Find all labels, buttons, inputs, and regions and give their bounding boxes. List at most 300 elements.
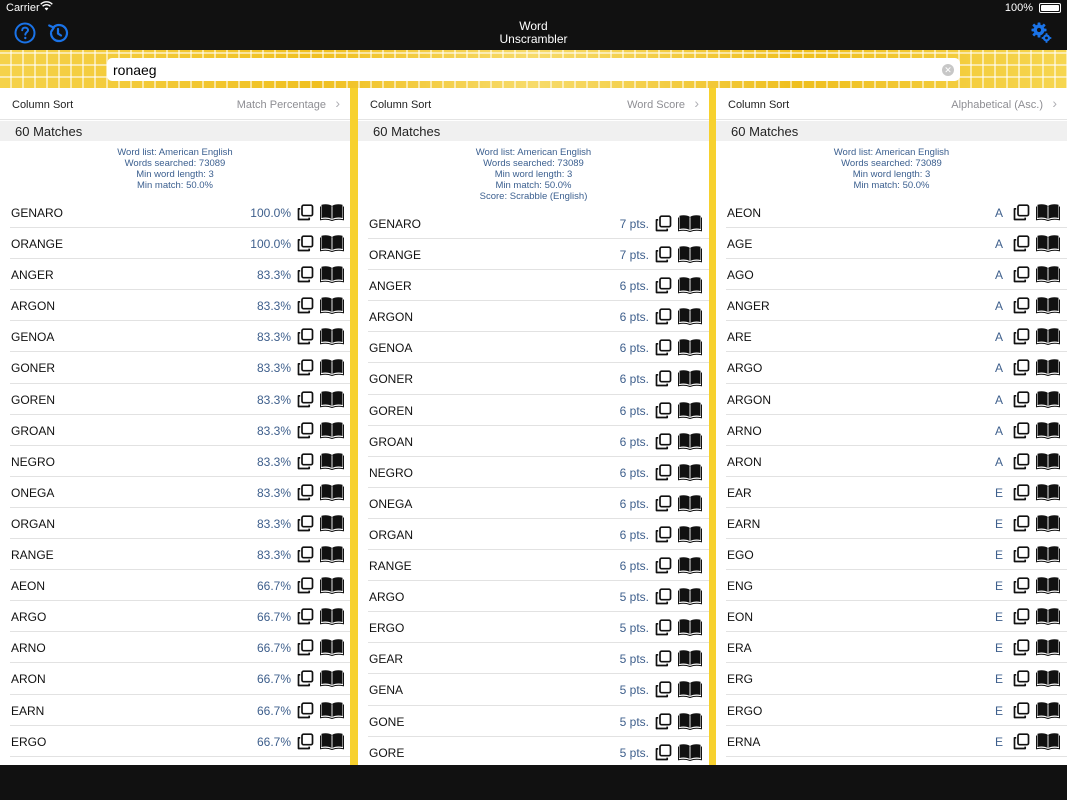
result-word: ERGO (369, 621, 405, 636)
result-word: GONE (369, 714, 405, 729)
list-item[interactable] (10, 321, 350, 352)
copy-icon[interactable] (1013, 359, 1030, 376)
list-item[interactable] (368, 519, 709, 550)
book-icon[interactable] (1036, 358, 1060, 376)
list-item[interactable] (726, 197, 1067, 228)
result-word: GROAN (11, 423, 56, 438)
page-title (0, 20, 1067, 46)
clear-search-icon[interactable]: ✕ (942, 64, 954, 76)
copy-icon[interactable] (655, 619, 672, 636)
matches-count-bar (358, 121, 709, 141)
list-item[interactable] (10, 663, 350, 694)
list-item[interactable] (10, 415, 350, 446)
results-columns (0, 88, 1067, 765)
book-icon[interactable] (678, 556, 702, 574)
book-icon[interactable] (320, 265, 344, 283)
result-value: 6 pts. (619, 372, 649, 387)
copy-icon[interactable] (1013, 235, 1030, 252)
search-box (107, 58, 960, 81)
list-item[interactable] (368, 239, 709, 270)
result-word: NEGRO (11, 454, 56, 469)
list-item[interactable] (726, 663, 1067, 694)
book-icon[interactable] (1036, 483, 1060, 501)
result-word: GEAR (369, 652, 404, 667)
copy-icon[interactable] (655, 557, 672, 574)
book-icon[interactable] (1036, 638, 1060, 656)
book-icon[interactable] (320, 514, 344, 532)
copy-icon[interactable] (655, 650, 672, 667)
result-word: ERG (727, 672, 754, 687)
result-value: 5 pts. (619, 683, 649, 698)
result-word: ARGON (727, 392, 772, 407)
book-icon[interactable] (320, 669, 344, 687)
result-word: ANGER (11, 268, 54, 283)
result-value: A (994, 299, 1003, 314)
result-value: 66.7% (256, 641, 291, 656)
result-value: 83.3% (256, 548, 291, 563)
copy-icon[interactable] (297, 670, 314, 687)
copy-icon[interactable] (297, 577, 314, 594)
book-icon[interactable] (320, 607, 344, 625)
column-sort-selector[interactable] (358, 88, 709, 120)
book-icon[interactable] (1036, 607, 1060, 625)
search-info (716, 147, 1067, 191)
list-item[interactable] (368, 674, 709, 705)
copy-icon[interactable] (1013, 391, 1030, 408)
column-sort-value: Match Percentage (236, 99, 326, 111)
search-info-line: Min word length: 3 (494, 169, 573, 180)
search-info-line: Min match: 50.0% (853, 180, 930, 191)
copy-icon[interactable] (297, 608, 314, 625)
matches-count-bar (0, 121, 350, 141)
book-icon[interactable] (320, 452, 344, 470)
copy-icon[interactable] (297, 328, 314, 345)
copy-icon[interactable] (655, 713, 672, 730)
list-item[interactable] (726, 415, 1067, 446)
result-value: 5 pts. (619, 652, 649, 667)
copy-icon[interactable] (1013, 453, 1030, 470)
copy-icon[interactable] (655, 277, 672, 294)
search-info-line: Min word length: 3 (852, 169, 931, 180)
book-icon[interactable] (678, 680, 702, 698)
result-value: 83.3% (256, 516, 291, 531)
result-value: 66.7% (256, 579, 291, 594)
result-value: 6 pts. (619, 465, 649, 480)
result-value: 5 pts. (619, 590, 649, 605)
navigation-bar (0, 16, 1067, 50)
list-item[interactable] (368, 488, 709, 519)
list-item[interactable] (368, 395, 709, 426)
column-sort-selector[interactable] (0, 88, 350, 120)
book-icon[interactable] (1036, 265, 1060, 283)
book-icon[interactable] (678, 494, 702, 512)
book-icon[interactable] (1036, 732, 1060, 750)
list-item[interactable] (10, 228, 350, 259)
column-sort-value: Word Score (627, 99, 685, 111)
copy-icon[interactable] (655, 339, 672, 356)
results-list (0, 197, 350, 757)
book-icon[interactable] (1036, 203, 1060, 221)
result-word: ARE (727, 330, 752, 345)
list-item[interactable] (368, 706, 709, 737)
copy-icon[interactable] (1013, 515, 1030, 532)
result-word: EARN (727, 516, 761, 531)
result-value: A (994, 237, 1003, 252)
result-value: 83.3% (256, 485, 291, 500)
result-word: NEGRO (369, 465, 414, 480)
list-item[interactable] (726, 508, 1067, 539)
result-word: GONER (369, 372, 414, 387)
result-word: ARON (11, 672, 46, 687)
list-item[interactable] (368, 737, 709, 765)
copy-icon[interactable] (1013, 670, 1030, 687)
book-icon[interactable] (320, 638, 344, 656)
list-item[interactable] (726, 539, 1067, 570)
book-icon[interactable] (320, 483, 344, 501)
result-word: AEON (727, 206, 762, 220)
list-item[interactable] (368, 332, 709, 363)
list-item[interactable] (726, 321, 1067, 352)
list-item[interactable] (726, 352, 1067, 383)
copy-icon[interactable] (1013, 266, 1030, 283)
copy-icon[interactable] (1013, 546, 1030, 563)
book-icon[interactable] (320, 203, 344, 221)
copy-icon[interactable] (1013, 608, 1030, 625)
copy-icon[interactable] (1013, 328, 1030, 345)
result-value: 6 pts. (619, 559, 649, 574)
result-word: GENARO (369, 217, 422, 231)
copy-icon[interactable] (297, 733, 314, 750)
list-item[interactable] (368, 581, 709, 612)
search-info-line: Min word length: 3 (136, 169, 214, 180)
list-item[interactable] (10, 508, 350, 539)
book-icon[interactable] (1036, 669, 1060, 687)
chevron-right-icon: › (1052, 95, 1057, 111)
results-list (358, 208, 709, 765)
result-word: GENA (369, 683, 404, 698)
list-item[interactable] (368, 270, 709, 301)
result-value: 5 pts. (619, 745, 649, 760)
list-item[interactable] (10, 601, 350, 632)
result-value: 83.3% (256, 423, 291, 438)
chevron-right-icon: › (694, 95, 699, 111)
copy-icon[interactable] (655, 464, 672, 481)
list-item[interactable] (10, 446, 350, 477)
result-value: 83.3% (256, 392, 291, 407)
book-icon[interactable] (1036, 296, 1060, 314)
result-value: A (994, 423, 1003, 438)
column-sort-label: Column Sort (370, 99, 432, 111)
result-value: A (994, 454, 1003, 469)
book-icon[interactable] (678, 307, 702, 325)
result-word: EARN (11, 703, 45, 718)
search-info-line: Min match: 50.0% (136, 180, 214, 191)
copy-icon[interactable] (655, 215, 672, 232)
copy-icon[interactable] (297, 297, 314, 314)
result-word: ORGAN (11, 516, 56, 531)
book-icon[interactable] (320, 701, 344, 719)
list-item[interactable] (368, 208, 709, 239)
copy-icon[interactable] (655, 588, 672, 605)
copy-icon[interactable] (297, 204, 314, 221)
book-icon[interactable] (1036, 701, 1060, 719)
result-word: ARNO (727, 423, 762, 438)
search-info-line: Word list: American English (833, 147, 950, 158)
search-band (0, 50, 1067, 88)
result-value: A (994, 206, 1003, 220)
matches-count-bar (716, 121, 1067, 141)
list-item[interactable] (368, 612, 709, 643)
list-item[interactable] (368, 643, 709, 674)
list-item[interactable] (10, 726, 350, 757)
book-icon[interactable] (1036, 514, 1060, 532)
book-icon[interactable] (678, 618, 702, 636)
result-value: 66.7% (256, 610, 291, 625)
search-info-line: Words searched: 73089 (483, 158, 584, 169)
book-icon[interactable] (320, 296, 344, 314)
result-value: 100.0% (250, 237, 291, 252)
result-value: 7 pts. (619, 248, 649, 263)
book-icon[interactable] (320, 390, 344, 408)
status-bar (0, 0, 1067, 16)
gear-icon (1029, 21, 1053, 45)
result-value: E (994, 485, 1003, 500)
book-icon[interactable] (678, 649, 702, 667)
copy-icon[interactable] (297, 639, 314, 656)
result-value: E (994, 703, 1003, 718)
result-value: 6 pts. (619, 341, 649, 356)
copy-icon[interactable] (655, 495, 672, 512)
copy-icon[interactable] (655, 246, 672, 263)
book-icon[interactable] (678, 587, 702, 605)
copy-icon[interactable] (297, 391, 314, 408)
matches-count: 60 Matches (731, 124, 799, 139)
result-word: EON (727, 610, 754, 625)
list-item[interactable] (726, 570, 1067, 601)
copy-icon[interactable] (1013, 639, 1030, 656)
book-icon[interactable] (678, 214, 702, 232)
result-word: ONEGA (11, 485, 55, 500)
result-word: ARGON (11, 299, 56, 314)
result-word: ERNA (727, 734, 761, 749)
settings-button[interactable] (1029, 21, 1053, 45)
copy-icon[interactable] (655, 433, 672, 450)
result-word: GENOA (11, 330, 55, 345)
book-icon[interactable] (678, 463, 702, 481)
result-word: EAR (727, 485, 752, 500)
battery-icon (1039, 3, 1061, 13)
result-value: A (994, 330, 1003, 345)
result-word: ARGO (369, 590, 405, 605)
result-value: 100.0% (250, 206, 291, 220)
copy-icon[interactable] (1013, 733, 1030, 750)
title-line-word: Word (519, 19, 548, 33)
copy-icon[interactable] (1013, 204, 1030, 221)
search-info-line: Score: Scrabble (English) (479, 191, 588, 202)
result-word: GOREN (11, 392, 56, 407)
list-item[interactable] (726, 695, 1067, 726)
result-word: ANGER (369, 279, 412, 294)
copy-icon[interactable] (1013, 484, 1030, 501)
battery-percentage: 100% (1004, 2, 1033, 14)
search-info-line: Words searched: 73089 (124, 158, 226, 169)
book-icon[interactable] (1036, 390, 1060, 408)
result-word: GONER (11, 361, 56, 376)
list-item[interactable] (726, 477, 1067, 508)
copy-icon[interactable] (1013, 297, 1030, 314)
result-word: ERA (727, 641, 752, 656)
book-icon[interactable] (1036, 545, 1060, 563)
list-item[interactable] (726, 726, 1067, 757)
result-word: GROAN (369, 434, 414, 449)
result-word: ARNO (11, 641, 46, 656)
results-list (716, 197, 1067, 757)
list-item[interactable] (726, 601, 1067, 632)
result-value: 66.7% (256, 703, 291, 718)
result-word: ARGO (11, 610, 47, 625)
result-value: 83.3% (256, 454, 291, 469)
book-icon[interactable] (320, 327, 344, 345)
results-column-word-score (358, 88, 709, 765)
result-value: 66.7% (256, 734, 291, 749)
list-item[interactable] (10, 632, 350, 663)
copy-icon[interactable] (1013, 577, 1030, 594)
column-sort-label: Column Sort (728, 99, 790, 111)
list-item[interactable] (368, 301, 709, 332)
copy-icon[interactable] (297, 546, 314, 563)
result-value: E (994, 579, 1003, 594)
copy-icon[interactable] (297, 359, 314, 376)
copy-icon[interactable] (1013, 702, 1030, 719)
list-item[interactable] (726, 259, 1067, 290)
result-value: 83.3% (256, 330, 291, 345)
copy-icon[interactable] (297, 266, 314, 283)
result-value: 6 pts. (619, 279, 649, 294)
book-icon[interactable] (678, 401, 702, 419)
book-icon[interactable] (678, 245, 702, 263)
list-item[interactable] (726, 446, 1067, 477)
book-icon[interactable] (678, 525, 702, 543)
copy-icon[interactable] (655, 526, 672, 543)
list-item[interactable] (368, 457, 709, 488)
result-word: GENARO (11, 206, 64, 220)
book-icon[interactable] (320, 576, 344, 594)
list-item[interactable] (726, 290, 1067, 321)
book-icon[interactable] (678, 712, 702, 730)
copy-icon[interactable] (297, 235, 314, 252)
list-item[interactable] (368, 426, 709, 457)
search-info-line: Min match: 50.0% (495, 180, 572, 191)
result-word: ARGON (369, 310, 414, 325)
result-value: 6 pts. (619, 310, 649, 325)
result-word: ARGO (727, 361, 763, 376)
results-column-alphabetical (716, 88, 1067, 765)
book-icon[interactable] (678, 369, 702, 387)
book-icon[interactable] (1036, 421, 1060, 439)
list-item[interactable] (726, 228, 1067, 259)
list-item[interactable] (10, 695, 350, 726)
copy-icon[interactable] (655, 744, 672, 761)
result-value: A (994, 268, 1003, 283)
book-icon[interactable] (1036, 576, 1060, 594)
list-item[interactable] (10, 570, 350, 601)
chevron-right-icon: › (335, 95, 340, 111)
result-word: ERGO (727, 703, 763, 718)
result-value: 6 pts. (619, 496, 649, 511)
result-value: E (994, 516, 1003, 531)
book-icon[interactable] (320, 234, 344, 252)
carrier-label: Carrier (6, 2, 40, 14)
book-icon[interactable] (678, 276, 702, 294)
search-info-line: Word list: American English (117, 147, 233, 158)
book-icon[interactable] (678, 743, 702, 761)
book-icon[interactable] (678, 432, 702, 450)
result-word: AEON (11, 579, 46, 594)
book-icon[interactable] (320, 358, 344, 376)
book-icon[interactable] (678, 338, 702, 356)
result-word: ORANGE (11, 237, 64, 252)
list-item[interactable] (10, 384, 350, 415)
list-item[interactable] (10, 539, 350, 570)
result-word: GENOA (369, 341, 413, 356)
list-item[interactable] (10, 290, 350, 321)
column-sort-value: Alphabetical (Asc.) (951, 99, 1043, 111)
book-icon[interactable] (320, 732, 344, 750)
book-icon[interactable] (320, 545, 344, 563)
search-info (358, 147, 709, 202)
copy-icon[interactable] (297, 422, 314, 439)
result-value: 66.7% (256, 672, 291, 687)
copy-icon[interactable] (297, 515, 314, 532)
wifi-icon (40, 1, 53, 14)
result-word: ONEGA (369, 496, 413, 511)
result-word: ANGER (727, 299, 770, 314)
copy-icon[interactable] (655, 681, 672, 698)
book-icon[interactable] (320, 421, 344, 439)
copy-icon[interactable] (655, 402, 672, 419)
result-value: E (994, 672, 1003, 687)
list-item[interactable] (10, 477, 350, 508)
search-info (0, 147, 350, 191)
book-icon[interactable] (1036, 234, 1060, 252)
copy-icon[interactable] (655, 308, 672, 325)
result-word: ORANGE (369, 248, 422, 263)
list-item[interactable] (368, 363, 709, 394)
book-icon[interactable] (1036, 327, 1060, 345)
result-word: ORGAN (369, 527, 414, 542)
list-item[interactable] (10, 352, 350, 383)
list-item[interactable] (10, 197, 350, 228)
list-item[interactable] (726, 632, 1067, 663)
results-column-match-percentage (0, 88, 350, 765)
result-value: 6 pts. (619, 434, 649, 449)
copy-icon[interactable] (297, 484, 314, 501)
matches-count: 60 Matches (15, 124, 83, 139)
result-value: E (994, 548, 1003, 563)
column-sort-selector[interactable] (716, 88, 1067, 120)
copy-icon[interactable] (297, 702, 314, 719)
copy-icon[interactable] (655, 370, 672, 387)
copy-icon[interactable] (297, 453, 314, 470)
search-input[interactable] (113, 60, 933, 79)
result-word: AGO (727, 268, 754, 283)
list-item[interactable] (368, 550, 709, 581)
book-icon[interactable] (1036, 452, 1060, 470)
list-item[interactable] (726, 384, 1067, 415)
list-item[interactable] (10, 259, 350, 290)
copy-icon[interactable] (1013, 422, 1030, 439)
result-value: 83.3% (256, 299, 291, 314)
